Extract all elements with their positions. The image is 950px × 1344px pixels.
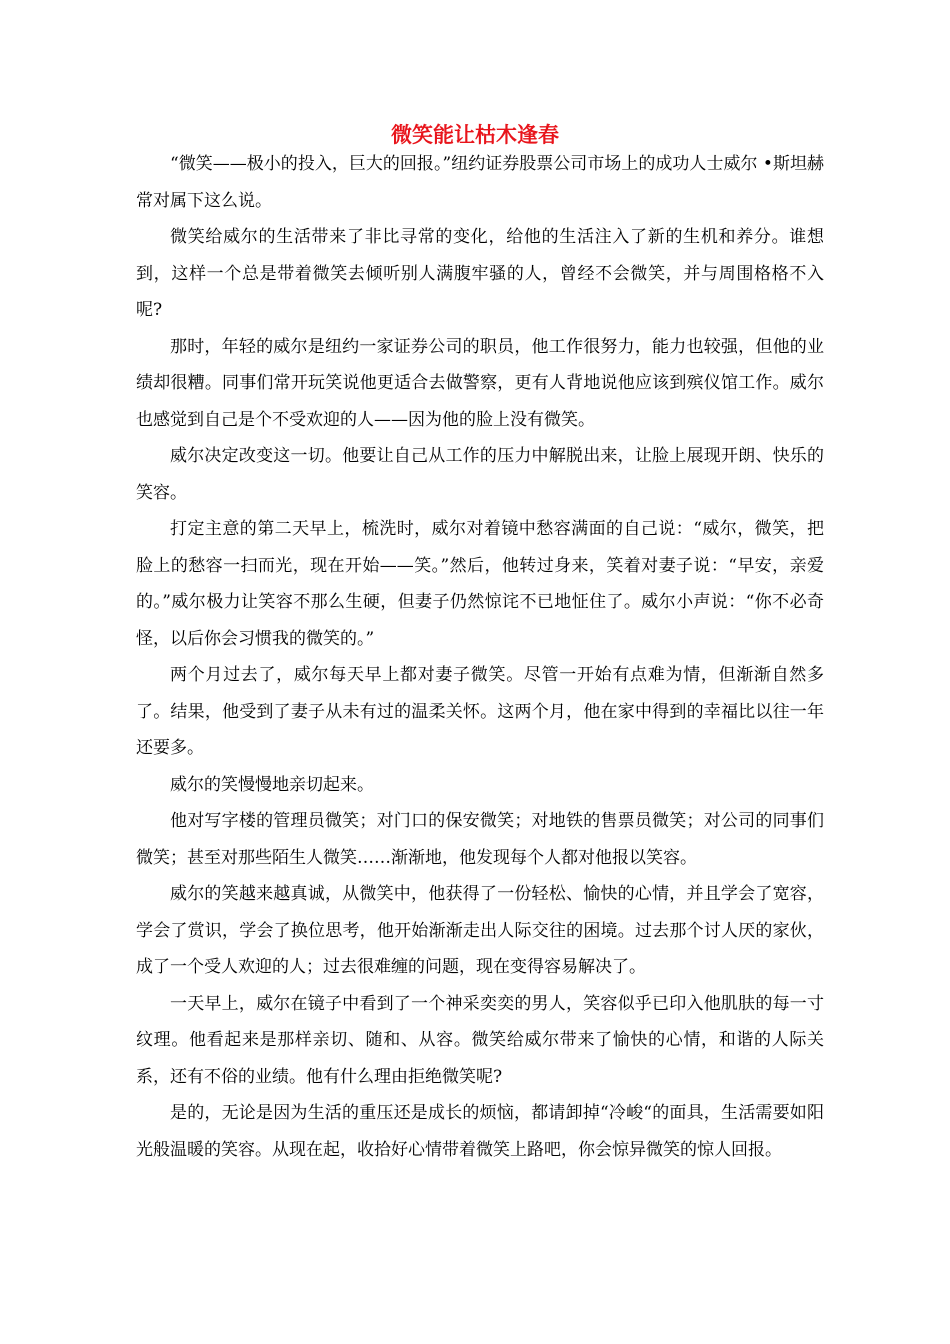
paragraph: 威尔决定改变这一切。他要让自己从工作的压力中解脱出来，让脸上展现开朗、快乐的笑容。	[136, 446, 824, 503]
paragraph: 两个月过去了，威尔每天早上都对妻子微笑。尽管一开始有点难为情，但渐渐自然多了。结果，他受到了妻子从未有过的温柔关怀。这两个月，他在家中得到的幸福比以往一年还要多。	[136, 665, 824, 758]
paragraph: 微笑给威尔的生活带来了非比寻常的变化，给他的生活注入了新的生机和养分。谁想到，这样一个总是带着微笑去倾听别人满腹牢骚的人，曾经不会微笑，并与周围格格不入呢?	[136, 227, 824, 320]
paragraph: 那时，年轻的威尔是纽约一家证券公司的职员，他工作很努力，能力也较强，但他的业绩却很糟。同事们常开玩笑说他更适合去做警察，更有人背地说他应该到殡仪馆工作。威尔也感觉到自己是个不受欢迎的人——因为他的脸上没有微笑。	[136, 336, 824, 430]
document-body	[136, 146, 824, 1168]
paragraph: 他对写字楼的管理员微笑；对门口的保安微笑；对地铁的售票员微笑；对公司的同事们微笑；甚至对那些陌生人微笑……渐渐地，他发现每个人都对他报以笑容。	[136, 811, 824, 868]
paragraph: 威尔的笑越来越真诚，从微笑中，他获得了一份轻松、愉快的心情，并且学会了宽容，学会了赏识，学会了换位思考，他开始渐渐走出人际交往的困境。过去那个讨人厌的家伙，成了一个受人欢迎的人；过去很难缠的问题，现在变得容易解决了。	[136, 884, 824, 977]
paragraph: 是的，无论是因为生活的重压还是成长的烦恼，都请卸掉“冷峻“的面具，生活需要如阳光般温暖的笑容。从现在起，收拾好心情带着微笑上路吧，你会惊异微笑的惊人回报。	[136, 1103, 824, 1160]
paragraph: 威尔的笑慢慢地亲切起来。	[170, 774, 374, 795]
paragraph: 一天早上，威尔在镜子中看到了一个神采奕奕的男人，笑容似乎已印入他肌肤的每一寸纹理。他看起来是那样亲切、随和、从容。微笑给威尔带来了愉快的心情，和谐的人际关系，还有不俗的业绩。他有什么理由拒绝微笑呢?	[136, 993, 824, 1087]
paragraph: 打定主意的第二天早上，梳洗时，威尔对着镜中愁容满面的自己说：“威尔，微笑，把脸上的愁容一扫而光，现在开始——笑。”然后，他转过身来，笑着对妻子说：“早安，亲爱的。”威尔极力让笑容不那么生硬，但妻子仍然惊诧不已地怔住了。威尔小声说：“你不必奇怪，以后你会习惯我的微笑的。”	[136, 519, 824, 649]
paragraph: “微笑——极小的投入，巨大的回报。”纽约证券股票公司市场上的成功人士威尔 •斯坦赫常对属下这么说。	[136, 154, 824, 211]
document-title: 微笑能让枯木逢春	[391, 123, 559, 147]
